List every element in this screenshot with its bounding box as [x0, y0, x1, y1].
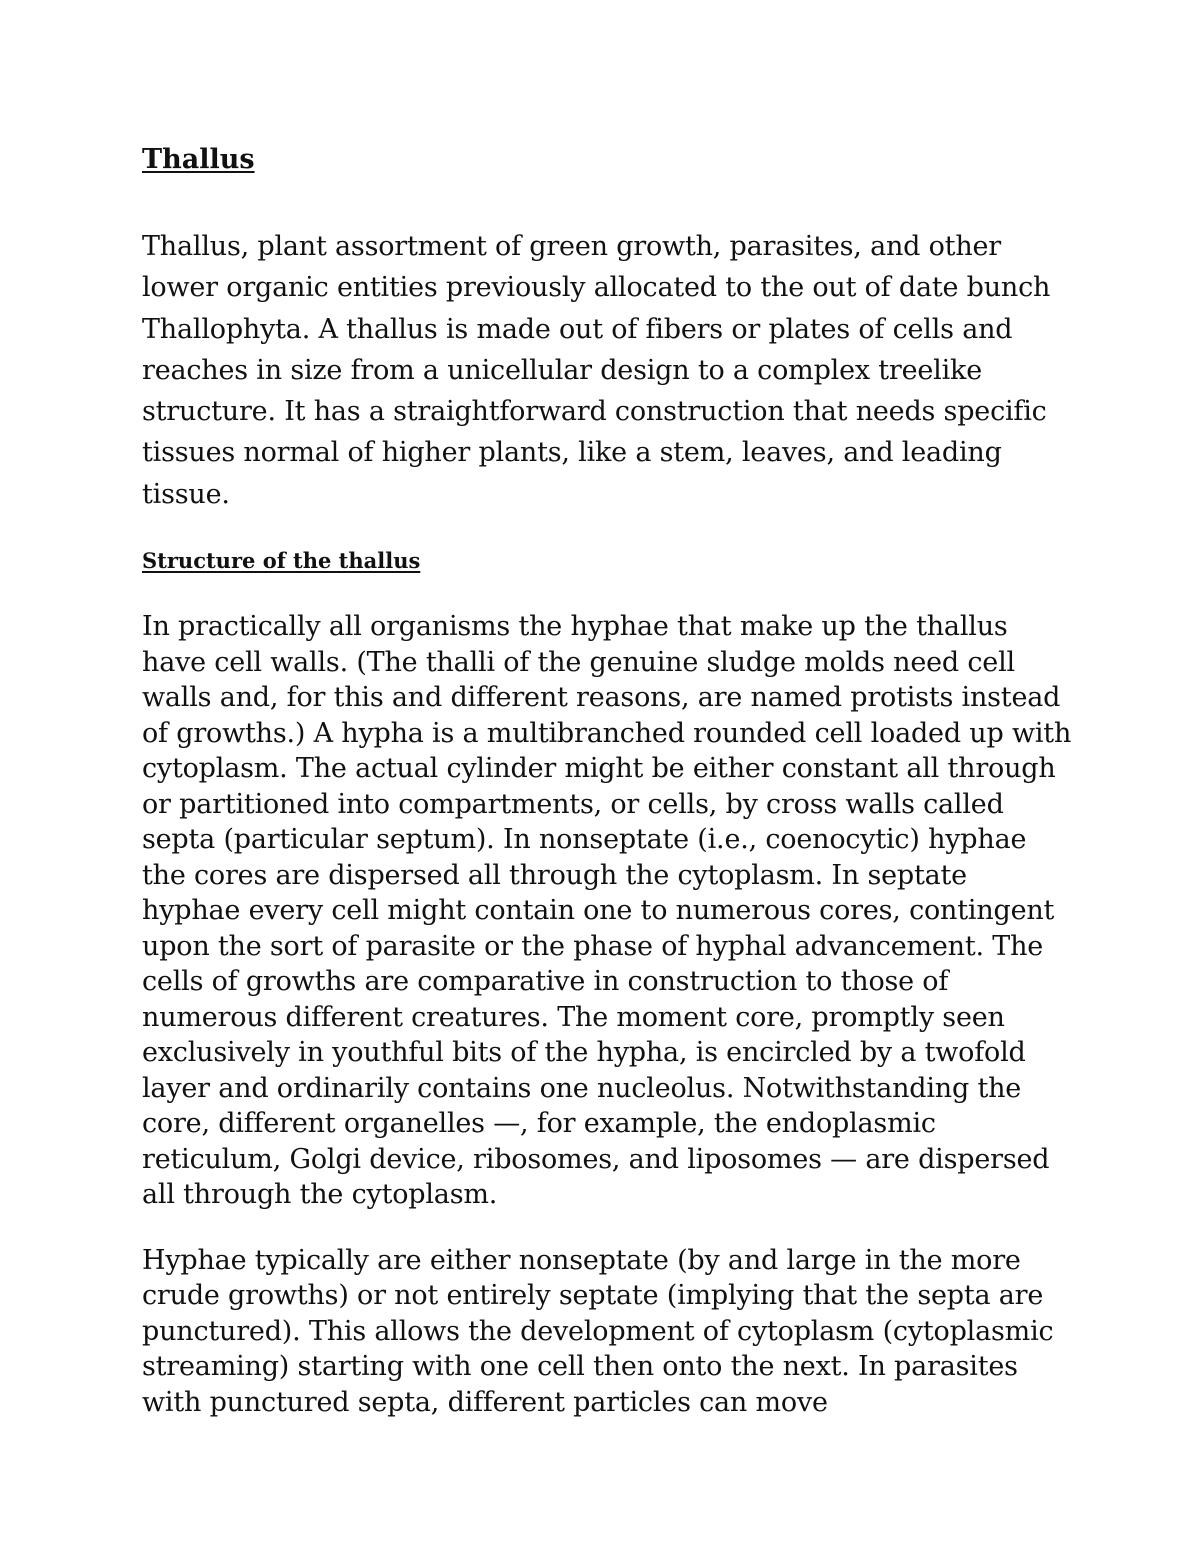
structure-paragraph-2: Hyphae typically are either nonseptate (by and large in the more crude growths) or not entirely septate (implying that the septa are punctured). This allows the development of cytoplasm (cytoplasmic streaming) starting with one cell then onto the next. In parasites with punctured septa, different particles can move — [142, 1244, 1054, 1418]
page-title: Thallus — [142, 144, 255, 175]
intro-paragraph: Thallus, plant assortment of green growth, parasites, and other lower organic entities previously allocated to the out of date bunch Thallophyta. A thallus is made out of fibers or plates of cells and reaches in size from a unicellular design to a complex treelike structure. It has a straightforward construction that needs specific tissues normal of higher plants, like a stem, leaves, and leading tissue. — [142, 231, 1051, 510]
section-heading: Structure of the thallus — [142, 548, 421, 574]
structure-paragraph-1: In practically all organisms the hyphae that make up the thallus have cell walls. (The thalli of the genuine sludge molds need cell walls and, for this and different reasons, are named protists instead of growths.) A hypha is a multibranched rounded cell loaded up with cytoplasm. The actual cylinder might be either constant all through or partitioned into compartments, or cells, by cross walls called septa (particular septum). In nonseptate (i.e., coenocytic) hyphae the cores are dispersed all through the cytoplasm. In septate hyphae every cell might contain one to numerous cores, contingent upon the sort of parasite or the phase of hyphal advancement. The cells of growths are comparative in construction to those of numerous different creatures. The moment core, promptly seen exclusively in youthful bits of the hypha, is encircled by a twofold layer and ordinarily contains one nucleolus. Notwithstanding the core, different organelles —, for example, the endoplasmic reticulum, Golgi device, ribosomes, and liposomes — are dispersed all through the cytoplasm. — [142, 611, 1072, 1211]
document-body — [142, 140, 1072, 1420]
